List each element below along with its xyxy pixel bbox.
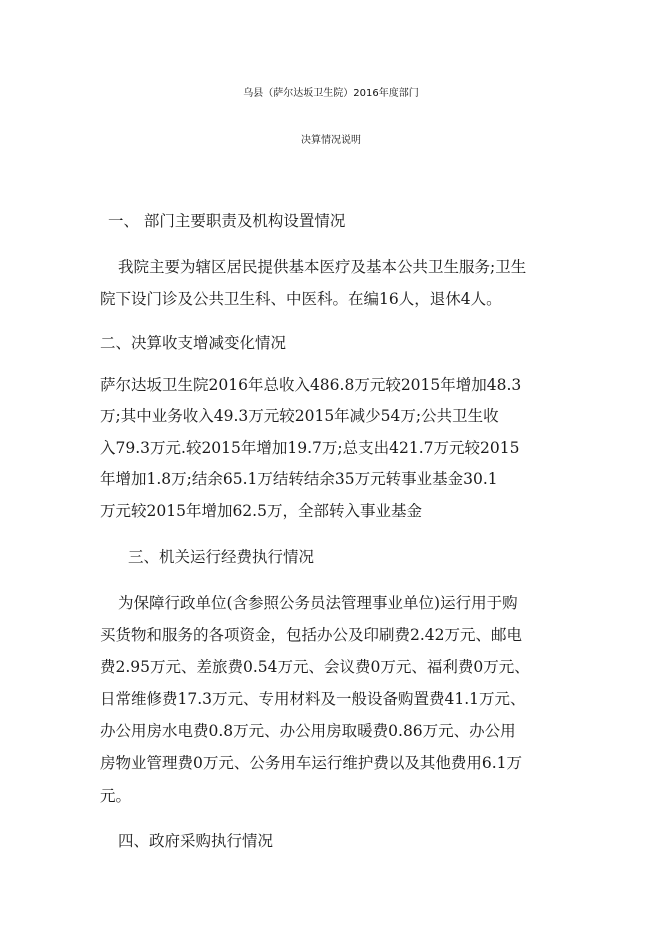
section-1-line-1: 我院主要为辖区居民提供基本医疗及基本公共卫生服务;卫生 [118, 258, 527, 276]
section-3-line-6: 房物业管理费0万元、公务用车运行维护费以及其他费用6.1万 [100, 754, 523, 772]
document-title-line-1: 乌县（萨尔达坂卫生院）2016年度部门 [243, 88, 419, 99]
section-2-line-2: 万;其中业务收入49.3万元较2015年减少54万;公共卫生收 [100, 407, 499, 425]
section-2-line-5: 万元较2015年增加62.5万，全部转入事业基金 [100, 502, 422, 520]
section-3-line-2: 买货物和服务的各项资金，包括办公及印刷费2.42万元、邮电 [100, 626, 523, 644]
section-1-line-2: 院下设门诊及公共卫生科、中医科。在编16人，退休4人。 [100, 290, 502, 308]
section-2-line-1: 萨尔达坂卫生院2016年总收入486.8万元较2015年增加48.3 [100, 376, 522, 394]
section-4-heading: 四、政府采购执行情况 [118, 832, 274, 850]
section-2-line-3: 入79.3万元.较2015年增加19.7万;总支出421.7万元较2015 [100, 439, 520, 457]
section-3-line-1: 为保障行政单位(含参照公务员法管理事业单位)运行用于购 [118, 594, 518, 612]
document-title-line-2: 决算情况说明 [301, 135, 361, 146]
section-2-heading: 二、决算收支增减变化情况 [100, 334, 287, 352]
section-3-line-5: 办公用房水电费0.8万元、办公用房取暖费0.86万元、办公用 [100, 722, 516, 740]
section-2-line-4: 年增加1.8万;结余65.1万结转结余35万元转事业基金30.1 [100, 470, 498, 488]
section-1-heading: 一、 部门主要职责及机构设置情况 [108, 212, 346, 230]
section-3-line-3: 费2.95万元、差旅费0.54万元、会议费0万元、福利费0万元、 [100, 658, 530, 676]
section-3-heading: 三、机关运行经费执行情况 [128, 548, 315, 566]
section-3-line-7: 元。 [100, 787, 132, 805]
section-3-line-4: 日常维修费17.3万元、专用材料及一般设备购置费41.1万元、 [100, 690, 526, 708]
